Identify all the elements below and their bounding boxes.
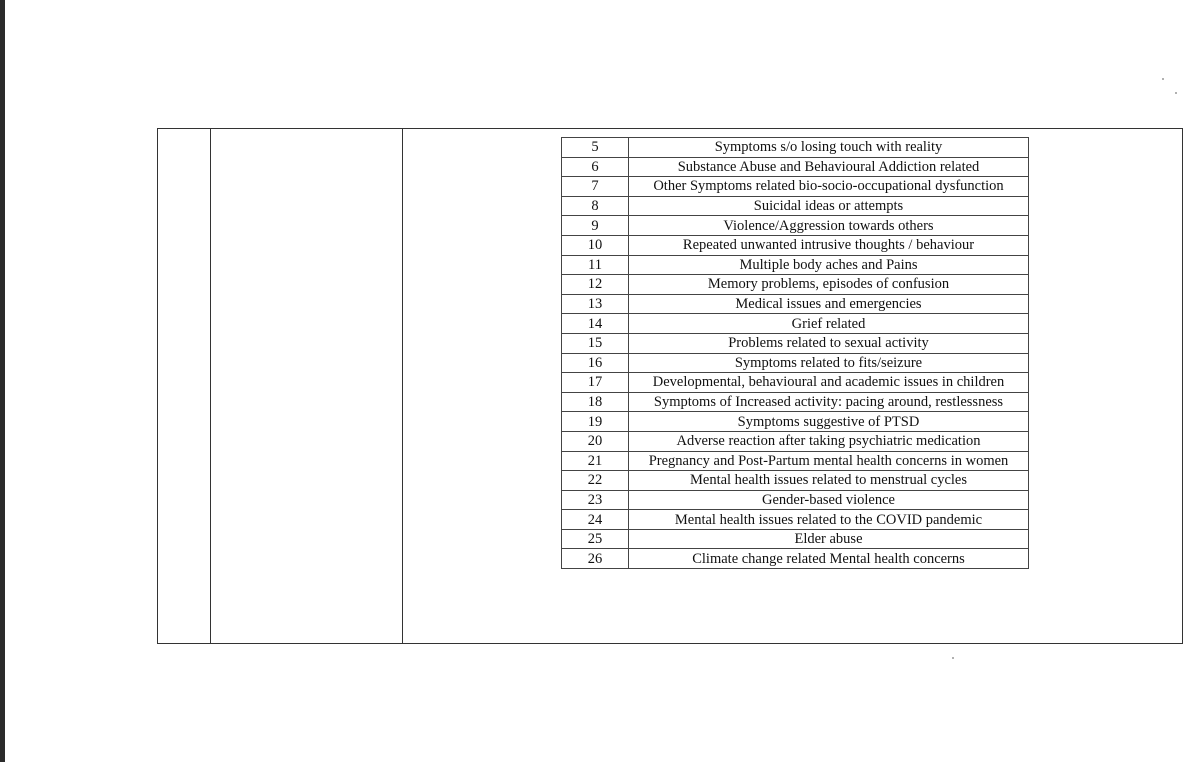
row-description: Repeated unwanted intrusive thoughts / behaviour bbox=[629, 235, 1029, 255]
row-number: 6 bbox=[562, 157, 629, 177]
row-number: 16 bbox=[562, 353, 629, 373]
row-number: 8 bbox=[562, 196, 629, 216]
table-row bbox=[562, 157, 1029, 177]
row-number: 23 bbox=[562, 490, 629, 510]
table-row bbox=[562, 412, 1029, 432]
category-table-body bbox=[562, 138, 1029, 569]
row-number: 9 bbox=[562, 216, 629, 236]
table-row bbox=[562, 216, 1029, 236]
row-description: Adverse reaction after taking psychiatric medication bbox=[629, 431, 1029, 451]
outer-column-divider-1 bbox=[210, 129, 211, 643]
table-row bbox=[562, 510, 1029, 530]
table-row bbox=[562, 196, 1029, 216]
row-number: 11 bbox=[562, 255, 629, 275]
row-number: 15 bbox=[562, 333, 629, 353]
row-number: 20 bbox=[562, 431, 629, 451]
outer-column-divider-2 bbox=[402, 129, 403, 643]
row-description: Symptoms suggestive of PTSD bbox=[629, 412, 1029, 432]
row-number: 17 bbox=[562, 373, 629, 393]
row-description: Symptoms related to fits/seizure bbox=[629, 353, 1029, 373]
table-row bbox=[562, 333, 1029, 353]
row-number: 21 bbox=[562, 451, 629, 471]
row-number: 12 bbox=[562, 275, 629, 295]
row-description: Elder abuse bbox=[629, 529, 1029, 549]
row-description: Substance Abuse and Behavioural Addiction related bbox=[629, 157, 1029, 177]
table-row bbox=[562, 529, 1029, 549]
row-description: Gender-based violence bbox=[629, 490, 1029, 510]
table-row bbox=[562, 373, 1029, 393]
row-number: 25 bbox=[562, 529, 629, 549]
scan-speck bbox=[952, 657, 954, 659]
row-description: Symptoms s/o losing touch with reality bbox=[629, 138, 1029, 158]
scan-speck bbox=[1162, 78, 1164, 80]
row-description: Pregnancy and Post-Partum mental health concerns in women bbox=[629, 451, 1029, 471]
row-number: 5 bbox=[562, 138, 629, 158]
row-description: Suicidal ideas or attempts bbox=[629, 196, 1029, 216]
table-row bbox=[562, 177, 1029, 197]
category-table bbox=[561, 137, 1029, 569]
table-row bbox=[562, 490, 1029, 510]
row-description: Problems related to sexual activity bbox=[629, 333, 1029, 353]
table-row bbox=[562, 392, 1029, 412]
row-description: Violence/Aggression towards others bbox=[629, 216, 1029, 236]
row-description: Medical issues and emergencies bbox=[629, 294, 1029, 314]
table-row bbox=[562, 294, 1029, 314]
row-description: Climate change related Mental health concerns bbox=[629, 549, 1029, 569]
table-row bbox=[562, 255, 1029, 275]
row-number: 22 bbox=[562, 471, 629, 491]
row-description: Mental health issues related to the COVID pandemic bbox=[629, 510, 1029, 530]
table-row bbox=[562, 431, 1029, 451]
row-number: 24 bbox=[562, 510, 629, 530]
row-description: Other Symptoms related bio-socio-occupational dysfunction bbox=[629, 177, 1029, 197]
table-row bbox=[562, 549, 1029, 569]
row-description: Mental health issues related to menstrual cycles bbox=[629, 471, 1029, 491]
table-row bbox=[562, 275, 1029, 295]
table-row bbox=[562, 353, 1029, 373]
table-row bbox=[562, 314, 1029, 334]
row-description: Symptoms of Increased activity: pacing around, restlessness bbox=[629, 392, 1029, 412]
scan-speck bbox=[1175, 92, 1177, 94]
row-number: 19 bbox=[562, 412, 629, 432]
row-number: 18 bbox=[562, 392, 629, 412]
table-row bbox=[562, 235, 1029, 255]
table-row bbox=[562, 451, 1029, 471]
row-number: 14 bbox=[562, 314, 629, 334]
row-number: 10 bbox=[562, 235, 629, 255]
row-number: 7 bbox=[562, 177, 629, 197]
scan-edge bbox=[0, 0, 5, 762]
row-description: Grief related bbox=[629, 314, 1029, 334]
row-description: Multiple body aches and Pains bbox=[629, 255, 1029, 275]
row-number: 26 bbox=[562, 549, 629, 569]
row-number: 13 bbox=[562, 294, 629, 314]
row-description: Developmental, behavioural and academic issues in children bbox=[629, 373, 1029, 393]
table-row bbox=[562, 138, 1029, 158]
table-row bbox=[562, 471, 1029, 491]
row-description: Memory problems, episodes of confusion bbox=[629, 275, 1029, 295]
